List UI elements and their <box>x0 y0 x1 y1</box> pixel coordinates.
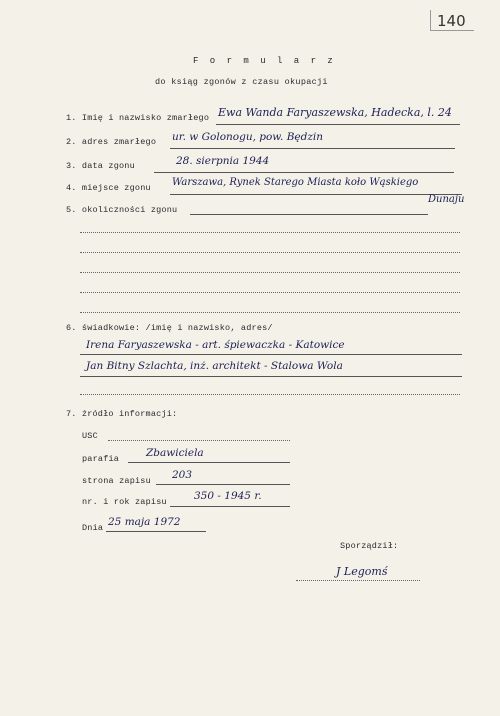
nr-line <box>170 506 290 507</box>
field-1-value: Ewa Wanda Faryaszewska, Hadecka, l. 24 <box>218 106 452 119</box>
page-number: 140 <box>430 10 474 31</box>
witness-1: Irena Faryaszewska - art. śpiewaczka - Katowice <box>86 339 345 351</box>
field-5-line-6 <box>80 312 460 313</box>
field-5-line-1 <box>190 214 428 215</box>
strona-line <box>156 484 290 485</box>
field-6-line-3 <box>80 394 460 395</box>
strona-label: strona zapisu <box>82 476 151 486</box>
field-4-value: Warszawa, Rynek Starego Miasta koło Wąskiego <box>172 177 419 188</box>
field-5-line-3 <box>80 252 460 253</box>
parafia-label: parafia <box>82 454 120 464</box>
prepared-label: Sporządził: <box>340 541 399 551</box>
field-7-label: 7. źródło informacji: <box>66 409 178 419</box>
field-1-line <box>216 124 460 125</box>
date-value: 25 maja 1972 <box>108 516 181 528</box>
nr-label: nr. i rok zapisu <box>82 497 167 507</box>
nr-value: 350 - 1945 r. <box>194 490 262 502</box>
parafia-value: Zbawiciela <box>146 447 204 459</box>
field-2-label: 2. adres zmarłego <box>66 137 157 147</box>
signature: J Legomś <box>336 565 388 578</box>
form-title: F o r m u l a r z <box>193 56 336 66</box>
form-subtitle: do ksiąg zgonów z czasu okupacji <box>155 77 328 87</box>
witness-2: Jan Bitny Szlachta, inż. architekt - Stalowa Wola <box>86 360 343 372</box>
field-4-value-cont: Dunaju <box>428 194 465 205</box>
field-3-label: 3. data zgonu <box>66 161 135 171</box>
signature-line <box>296 580 420 581</box>
field-4-label: 4. miejsce zgonu <box>66 183 151 193</box>
field-4-line <box>170 194 462 195</box>
usc-label: USC <box>82 431 98 441</box>
field-5-label: 5. okoliczności zgonu <box>66 205 178 215</box>
field-2-value: ur. w Golonogu, pow. Będzin <box>172 131 324 143</box>
field-5-line-5 <box>80 292 460 293</box>
field-2-line <box>170 148 455 149</box>
field-5-line-4 <box>80 272 460 273</box>
usc-line <box>108 440 290 441</box>
strona-value: 203 <box>172 469 193 481</box>
field-6-label: 6. świadkowie: /imię i nazwisko, adres/ <box>66 323 273 333</box>
field-1-label: 1. Imię i nazwisko zmarłego <box>66 113 210 123</box>
date-label: Dnia <box>82 523 104 533</box>
parafia-line <box>128 462 290 463</box>
date-line <box>106 531 206 532</box>
field-5-line-2 <box>80 232 460 233</box>
witness-2-line <box>80 376 462 377</box>
witness-1-line <box>80 354 462 355</box>
field-3-line <box>154 172 454 173</box>
field-3-value: 28. sierpnia 1944 <box>176 155 270 167</box>
